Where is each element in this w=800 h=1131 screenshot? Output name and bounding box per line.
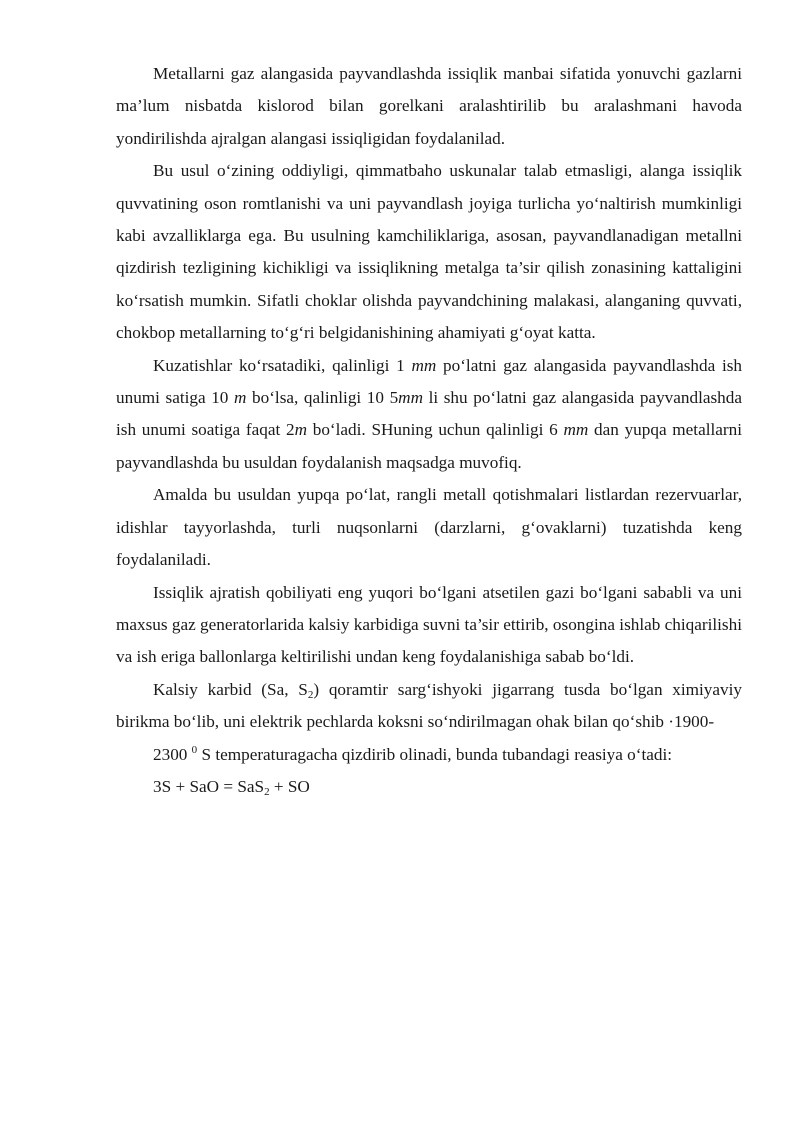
paragraph-applications: Amalda bu usuldan yupqa po‘lat, rangli metall qotishmalari listlardan rezervuarlar, idishlar tayyorlashda, turli nuqsonlarni (darzlarni, g‘ovaklarni) tuzatishda keng foydalaniladi. <box>116 485 742 570</box>
paragraph-calcium-carbide <box>116 674 742 739</box>
text-run: li shu po‘latni gaz alangasida payvandlashda ish unumi soatiga faqat 2 <box>116 388 742 440</box>
text-run: ) qoramtir sarg‘ishyoki jigarrang tusda bo‘lgan ximiyaviy birikma bo‘lib, uni elektrik pechlarda koksni so‘ndirilmagan ohak bilan qo‘shib ·1900- <box>116 679 742 732</box>
text-run: bo‘lsa, qalinligi 10 5 <box>246 388 399 408</box>
paragraph-temperature <box>116 739 742 771</box>
text-run: + SO <box>269 776 310 796</box>
reaction-equation <box>116 771 742 803</box>
text-run: po‘latni gaz alangasida payvandlashda ish unumi satiga 10 <box>116 355 742 408</box>
paragraph-observations <box>116 350 742 480</box>
unit-text: mm <box>411 355 437 375</box>
unit-text: mm <box>563 420 589 440</box>
subscript: 2 <box>307 688 314 701</box>
text-run: 3S + SaO = SaS <box>153 776 265 796</box>
text-run: Kalsiy karbid (Sa, S <box>153 679 308 699</box>
unit-text: m <box>234 388 247 408</box>
text-run: bo‘ladi. SHuning uchun qalinligi 6 <box>307 420 564 440</box>
unit-text: m <box>294 420 307 440</box>
paragraph-acetylene: Issiqlik ajratish qobiliyati eng yuqori bo‘lgani atsetilen gazi bo‘lgani sababli va uni maxsus gaz generatorlarida kalsiy karbidiga suvni ta’sir ettirib, osongina ishlab chiqarilishi va ish eriga ballonlarga keltirilishi undan keng foydalanishiga sabab bo‘ldi. <box>116 582 742 667</box>
text-run: Kuzatishlar ko‘rsatadiki, qalinligi 1 <box>153 355 412 375</box>
document-page <box>116 58 742 803</box>
text-run: 2300 <box>153 744 192 764</box>
text-run: S temperaturagacha qizdirib olinadi, bunda tubandagi reasiya o‘tadi: <box>197 744 673 764</box>
unit-text: mm <box>398 388 423 408</box>
subscript: 2 <box>264 785 270 798</box>
superscript: 0 <box>191 743 198 756</box>
paragraph-gas-welding-intro: Metallarni gaz alangasida payvandlashda issiqlik manbai sifatida yonuvchi gazlarni ma’lum nisbatda kislorod bilan gorelkani aralashtirilib bu aralashmani havoda yondirilishda ajralgan alangasi issiqligidan foydalanilad. <box>116 64 742 148</box>
paragraph-method-advantages: Bu usul o‘zining oddiyligi, qimmatbaho uskunalar talab etmasligi, alanga issiqlik quvvatining oson romtlanishi va uni payvandlash joyiga turlicha yo‘naltirish mumkinligi kabi avzalliklarga ega. Bu usulning kamchiliklariga, asosan, payvandlanadigan metallni qizdirish tezligining kichikligi va issiqlikning metalga ta’sir qilish zonasining kattaligini ko‘rsatish mumkin. Sifatli choklar olishda payvandchining malakasi, alanganing quvvati, chokbop metallarning to‘g‘ri belgidanishining ahamiyati g‘oyat katta. <box>116 161 742 343</box>
text-run: dan yupqa metallarni payvandlashda bu usuldan foydalanish maqsadga muvofiq. <box>116 420 742 472</box>
